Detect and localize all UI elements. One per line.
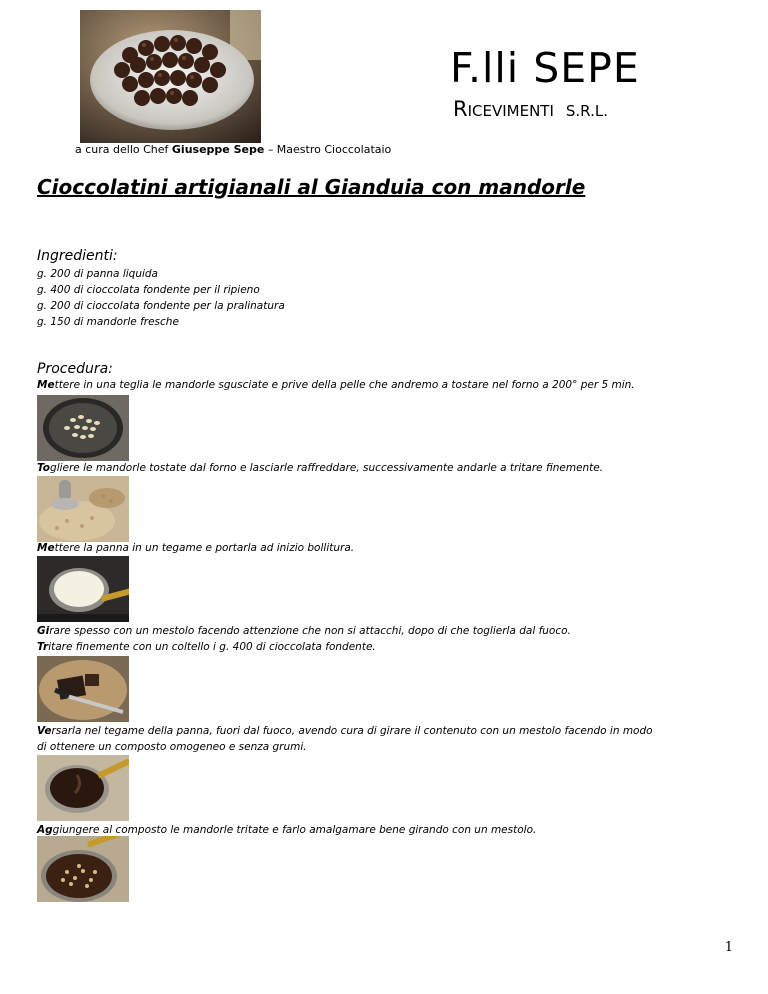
- procedure-step: Mettere in una teglia le mandorle sgusciate e prive della pelle che andremo a tostare nel forno a 200° per 5 min.: [37, 379, 635, 391]
- step-photo-almond-mixture: [37, 836, 129, 902]
- procedure-step: Tritare finemente con un coltello i g. 400 di cioccolata fondente.: [37, 641, 376, 653]
- chef-byline: a cura dello Chef Giuseppe Sepe – Maestro Cioccolataio: [75, 143, 392, 156]
- company-logo: F.lli SEPE: [450, 44, 640, 92]
- procedure-step: Mettere la panna in un tegame e portarla ad inizio bollitura.: [37, 542, 355, 554]
- list-item: g. 200 di cioccolata fondente per la pralinatura: [37, 300, 285, 312]
- chef-name: Giuseppe Sepe: [171, 143, 265, 156]
- procedure-step: Aggiungere al composto le mandorle tritate e farlo amalgamare bene girando con un mestolo.: [37, 824, 537, 836]
- ingredients-heading: Ingredienti:: [37, 248, 118, 264]
- step-photo-cream-pan: [37, 556, 129, 622]
- step-photo-chopped-chocolate: [37, 656, 129, 722]
- step-photo-almonds-tray: [37, 395, 129, 461]
- step-photo-chopped-almonds: [37, 476, 129, 542]
- step-photo-chocolate-pan: [37, 755, 129, 821]
- recipe-title: Cioccolatini artigianali al Gianduia con mandorle: [37, 175, 586, 199]
- ingredients-list: [37, 266, 285, 330]
- procedure-step: di ottenere un composto omogeneo e senza grumi.: [37, 741, 307, 753]
- procedure-heading: Procedura:: [37, 361, 113, 377]
- page-number: 1: [724, 940, 733, 955]
- list-item: g. 150 di mandorle fresche: [37, 316, 179, 328]
- hero-chocolates-photo: [80, 10, 261, 143]
- company-logo-subtitle: RICEVIMENTI S.R.L.: [453, 97, 608, 121]
- list-item: g. 200 di panna liquida: [37, 268, 158, 280]
- procedure-step: Versarla nel tegame della panna, fuori dal fuoco, avendo cura di girare il contenuto con un mestolo facendo in modo: [37, 725, 653, 737]
- procedure-step: Togliere le mandorle tostate dal forno e lasciarle raffreddare, successivamente andarle a tritare finemente.: [37, 462, 604, 474]
- list-item: g. 400 di cioccolata fondente per il ripieno: [37, 284, 260, 296]
- procedure-step: Girare spesso con un mestolo facendo attenzione che non si attacchi, dopo di che toglierla dal fuoco.: [37, 625, 571, 637]
